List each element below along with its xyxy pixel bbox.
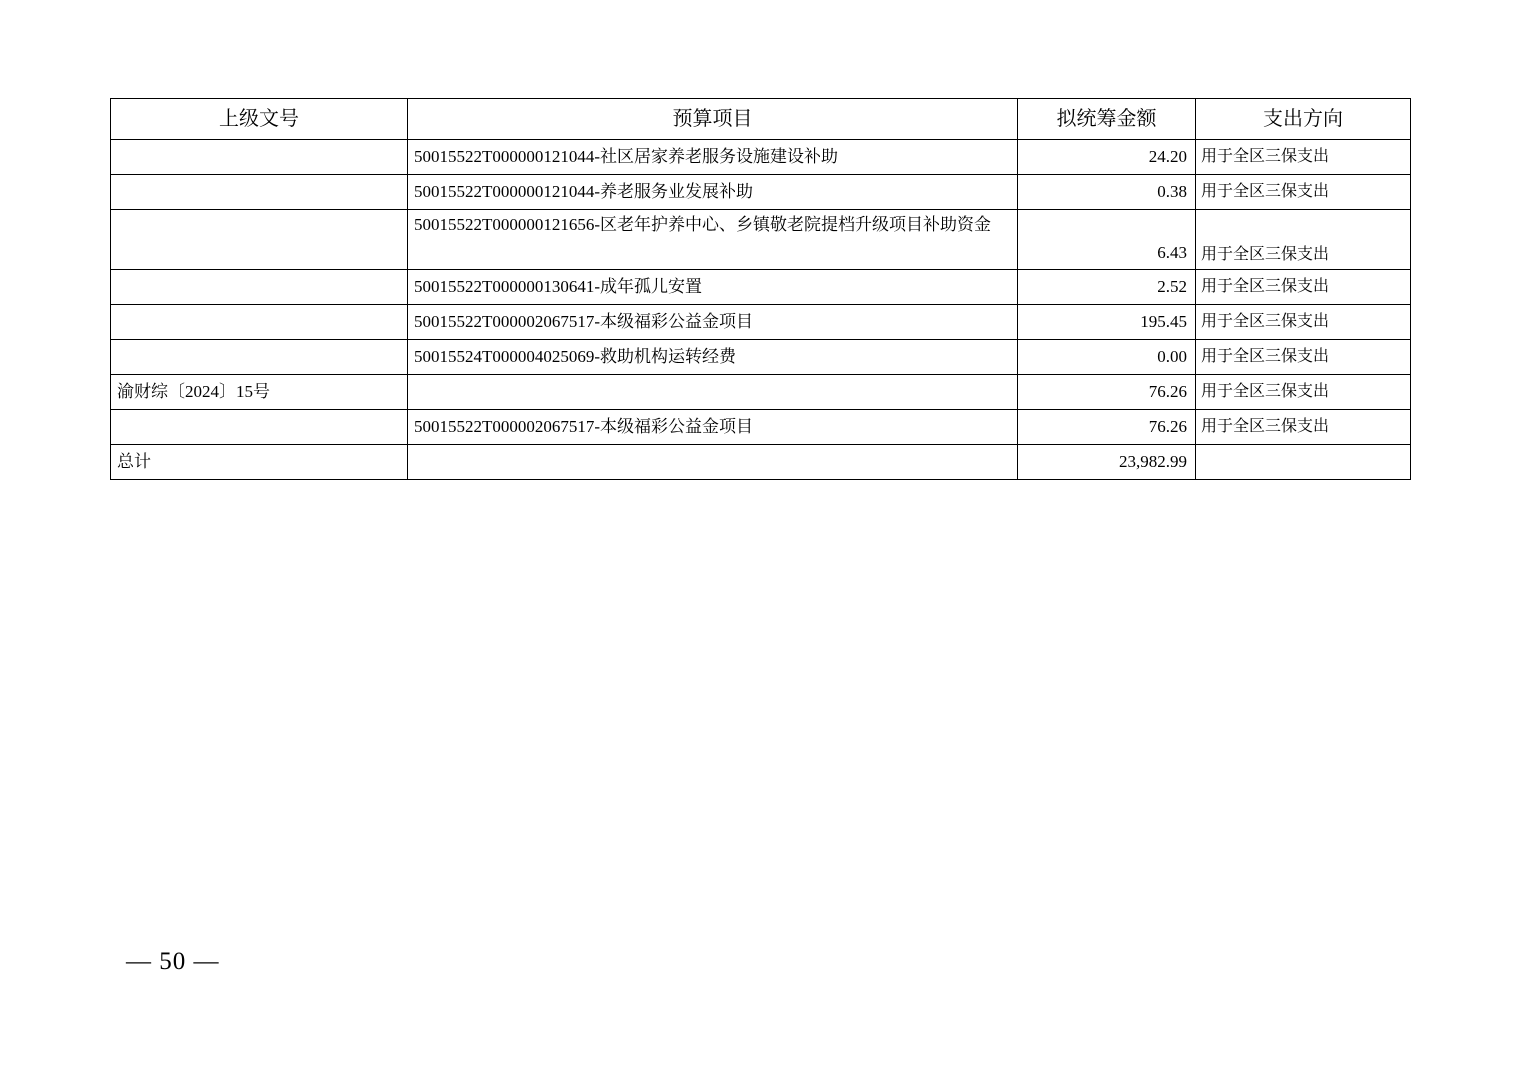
- cell-amount: 23,982.99: [1018, 445, 1196, 480]
- column-header-amount: 拟统筹金额: [1018, 99, 1196, 140]
- cell-budget-item: 50015522T000000130641-成年孤儿安置: [408, 270, 1018, 305]
- cell-amount: 0.38: [1018, 175, 1196, 210]
- budget-statistics-table: [110, 98, 1411, 480]
- cell-doc-no: [111, 175, 408, 210]
- cell-budget-item: [408, 375, 1018, 410]
- table-row: [111, 140, 1411, 175]
- cell-budget-item: 50015522T000002067517-本级福彩公益金项目: [408, 410, 1018, 445]
- table-row: [111, 305, 1411, 340]
- cell-amount: 0.00: [1018, 340, 1196, 375]
- table-row: [111, 445, 1411, 480]
- column-header-doc-no: 上级文号: [111, 99, 408, 140]
- table-row: [111, 410, 1411, 445]
- cell-budget-item: 50015522T000000121044-社区居家养老服务设施建设补助: [408, 140, 1018, 175]
- cell-direction: 用于全区三保支出: [1196, 410, 1411, 445]
- cell-doc-no: [111, 140, 408, 175]
- cell-budget-item: 50015524T000004025069-救助机构运转经费: [408, 340, 1018, 375]
- cell-amount: 76.26: [1018, 375, 1196, 410]
- table-body: [111, 140, 1411, 480]
- cell-direction: [1196, 445, 1411, 480]
- cell-doc-no: 渝财综〔2024〕15号: [111, 375, 408, 410]
- table-row: [111, 270, 1411, 305]
- cell-direction: 用于全区三保支出: [1196, 270, 1411, 305]
- cell-direction: 用于全区三保支出: [1196, 140, 1411, 175]
- cell-doc-no: [111, 410, 408, 445]
- cell-budget-item: 50015522T000002067517-本级福彩公益金项目: [408, 305, 1018, 340]
- column-header-direction: 支出方向: [1196, 99, 1411, 140]
- page-number: — 50 —: [126, 948, 220, 975]
- cell-budget-item: 50015522T000000121656-区老年护养中心、乡镇敬老院提档升级项目补助资金: [408, 210, 1018, 270]
- table-row: [111, 375, 1411, 410]
- cell-amount: 6.43: [1018, 210, 1196, 270]
- cell-amount: 2.52: [1018, 270, 1196, 305]
- cell-direction: 用于全区三保支出: [1196, 175, 1411, 210]
- table-header-row: [111, 99, 1411, 140]
- cell-amount: 195.45: [1018, 305, 1196, 340]
- cell-direction: 用于全区三保支出: [1196, 210, 1411, 270]
- cell-doc-no: [111, 305, 408, 340]
- table-row: [111, 175, 1411, 210]
- cell-doc-no: [111, 270, 408, 305]
- cell-doc-no: [111, 340, 408, 375]
- table-row: [111, 210, 1411, 270]
- table-row: [111, 340, 1411, 375]
- cell-doc-no: [111, 210, 408, 270]
- cell-direction: 用于全区三保支出: [1196, 340, 1411, 375]
- cell-amount: 76.26: [1018, 410, 1196, 445]
- cell-direction: 用于全区三保支出: [1196, 305, 1411, 340]
- cell-doc-no: 总计: [111, 445, 408, 480]
- cell-budget-item: [408, 445, 1018, 480]
- cell-direction: 用于全区三保支出: [1196, 375, 1411, 410]
- cell-budget-item: 50015522T000000121044-养老服务业发展补助: [408, 175, 1018, 210]
- cell-amount: 24.20: [1018, 140, 1196, 175]
- column-header-budget-item: 预算项目: [408, 99, 1018, 140]
